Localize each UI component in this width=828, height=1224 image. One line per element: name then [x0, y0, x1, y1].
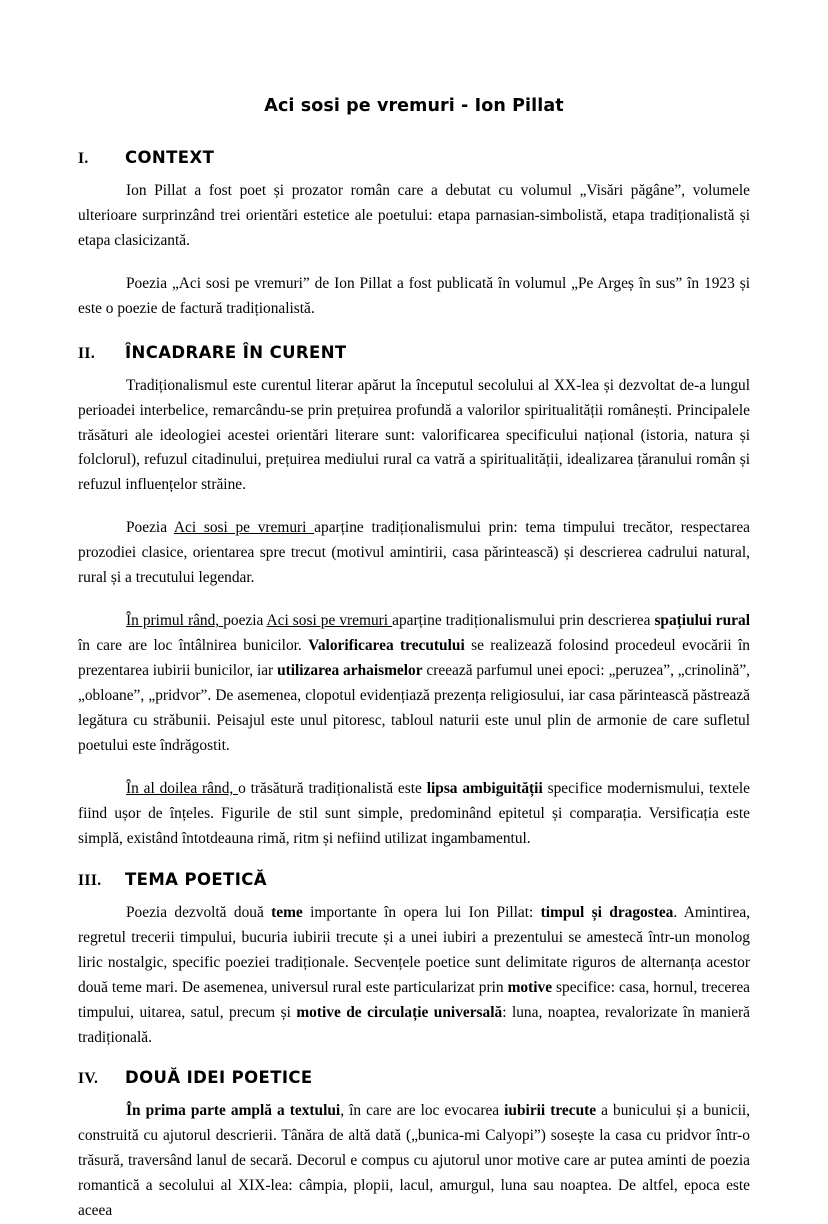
- run-bold-key-term: În prima parte amplă a textului: [126, 1102, 341, 1120]
- run-bold-key-term: teme: [271, 903, 303, 921]
- run-underline-connector: În al doilea rând,: [126, 779, 239, 797]
- run-bold-key-term: motive: [507, 978, 553, 996]
- section-number-iv: IV.: [78, 1070, 99, 1088]
- paragraph-text: Poezia „Aci sosi pe vremuri” de Ion Pillat a fost publicată în volumul „Pe Argeș în sus” în 1923 și este o poezie de factură tradiționalistă.: [78, 274, 750, 317]
- run-plain: se realizează folosind procedeul evocării în prezentarea iubirii bunicilor, iar: [78, 637, 750, 680]
- paragraph-spacer: [78, 767, 750, 777]
- section-title-iii: TEMA POETICĂ: [125, 869, 267, 889]
- run-bold-key-term: spațiului rural: [654, 612, 750, 630]
- paragraph-spacer: [78, 599, 750, 609]
- section-heading-iii: [78, 869, 750, 892]
- run-plain: , în care are loc evocarea: [340, 1102, 505, 1120]
- run-plain: creează parfumul unei epoci: „peruzea”, „crinolină”, „obloane”, „pridvor”. De asemenea, clopotul evidențiază prezența religiosului, iar casa părintească păstrează legătura cu străbunii. Peisajul este unul pitoresc, tabloul naturii este unul plin de armonie de care sufletul poetului este îndrăgostit.: [78, 662, 751, 754]
- run-plain: specifice: casa, hornul, trecerea timpului, uitarea, satul, precum și: [78, 978, 751, 1021]
- run-plain: aparține tradiționalismului prin descrierea: [392, 612, 655, 630]
- document-content: [78, 0, 750, 1224]
- section-title-ii: ÎNCADRARE ÎN CURENT: [125, 342, 347, 362]
- section-title-i: CONTEXT: [125, 148, 215, 167]
- paragraph-curent-1: [78, 374, 750, 499]
- run-underline-poem-title: Aci sosi pe vremuri: [266, 612, 393, 630]
- paragraph-context-1: [78, 179, 750, 254]
- run-plain: o trăsătură tradiționalistă este: [238, 779, 427, 797]
- section-number-ii: II.: [78, 344, 96, 362]
- paragraph-spacer: [78, 506, 750, 516]
- section-heading-ii: [78, 342, 750, 365]
- run-bold-key-term: iubirii trecute: [504, 1102, 597, 1120]
- run-plain: : luna, noaptea, revalorizate în manieră tradițională.: [78, 1003, 750, 1046]
- run-bold-key-term: motive de circulație universală: [296, 1003, 503, 1021]
- paragraph-curent-4: [78, 777, 750, 852]
- run-plain: specifice modernismului, textele fiind ușor de înțeles. Figurile de stil sunt simple, predominând epitetul și comparația. Versificația este simplă, existând întotdeauna rimă, ritm și nefiind utilizat ingambamentul.: [78, 779, 751, 847]
- run-plain: Poezia dezvoltă două: [126, 903, 272, 921]
- paragraph-text: Ion Pillat a fost poet și prozator român care a debutat cu volumul „Visări păgâne”, volumele ulterioare surprinzând trei orientări estetice ale poetului: etapa parnasian-simbolistă, etapa tradiționalistă și etapa clasicizantă.: [78, 181, 750, 249]
- run-plain: poezia: [223, 612, 267, 630]
- paragraph-idei-1: [78, 1099, 750, 1224]
- run-plain: Poezia: [126, 519, 174, 537]
- paragraph-context-2: [78, 272, 750, 322]
- section-heading-i: [78, 147, 750, 170]
- run-plain: . Amintirea, regretul trecerii timpului, bucuria iubirii trecute și a unei iubiri a prezentului se amestecă într-un monolog liric nostalgic, specific poeziei tradiționale. Secvențele poetice sunt delimitate riguros de alternanța acestor două teme mari. De asemenea, universul rural este particularizat prin: [78, 903, 750, 996]
- section-title-iv: DOUĂ IDEI POETICE: [125, 1068, 313, 1088]
- section-number-i: I.: [78, 150, 89, 167]
- run-bold-key-term: Valorificarea trecutului: [308, 637, 465, 655]
- page-title: Aci sosi pe vremuri - Ion Pillat: [264, 96, 564, 116]
- run-bold-key-term: utilizarea arhaismelor: [277, 662, 423, 680]
- paragraph-text: Tradiționalismul este curentul literar apărut la începutul secolului al XX-lea și dezvoltat de-a lungul perioadei interbelice, remarcându-se prin prețuirea profundă a valorilor spiritualității românești. Principalele trăsături ale ideologiei acestei orientări literare sunt: valorificarea specificului național (istoria, natura și folclorul), refuzul citadinului, prețuirea mediului rural ca vatră a spiritualității, idealizarea țăranului român și refuzul influențelor străine.: [78, 376, 750, 494]
- run-plain: în care are loc întâlnirea bunicilor.: [78, 637, 309, 655]
- paragraph-curent-2: [78, 516, 750, 591]
- run-underline-connector: În primul rând,: [126, 612, 224, 630]
- paragraph-curent-3: [78, 609, 750, 759]
- run-underline-poem-title: Aci sosi pe vremuri: [173, 519, 315, 537]
- section-number-iii: III.: [78, 871, 102, 889]
- run-plain: aparține tradiționalismului prin: tema timpului trecător, respectarea prozodiei clasice, orientarea spre trecut (motivul amintirii, casa părintească) și descrierea cadrului natural, rural și a trecutului legendar.: [78, 519, 751, 587]
- run-bold-key-term: lipsa ambiguității: [426, 779, 543, 797]
- section-heading-iv: [78, 1067, 750, 1090]
- run-plain: importante în opera lui Ion Pillat:: [302, 903, 541, 921]
- paragraph-spacer: [78, 262, 750, 272]
- run-plain: a bunicului și a bunicii, construită cu ajutorul descrierii. Tânăra de altă dată („bunica-mi Calyopi”) sosește la casa cu pridvor într-o trăsură, traversând lanul de secară. Decorul e compus cu ajutorul unor motive care ar putea aminti de poezia romantică a secolului al XIX-lea: câmpia, plopii, lacul, amurgul, luna sau noaptea. De altfel, epoca este aceea: [78, 1102, 750, 1220]
- paragraph-tema-1: [78, 901, 750, 1051]
- run-bold-key-term: timpul și dragostea: [540, 903, 674, 921]
